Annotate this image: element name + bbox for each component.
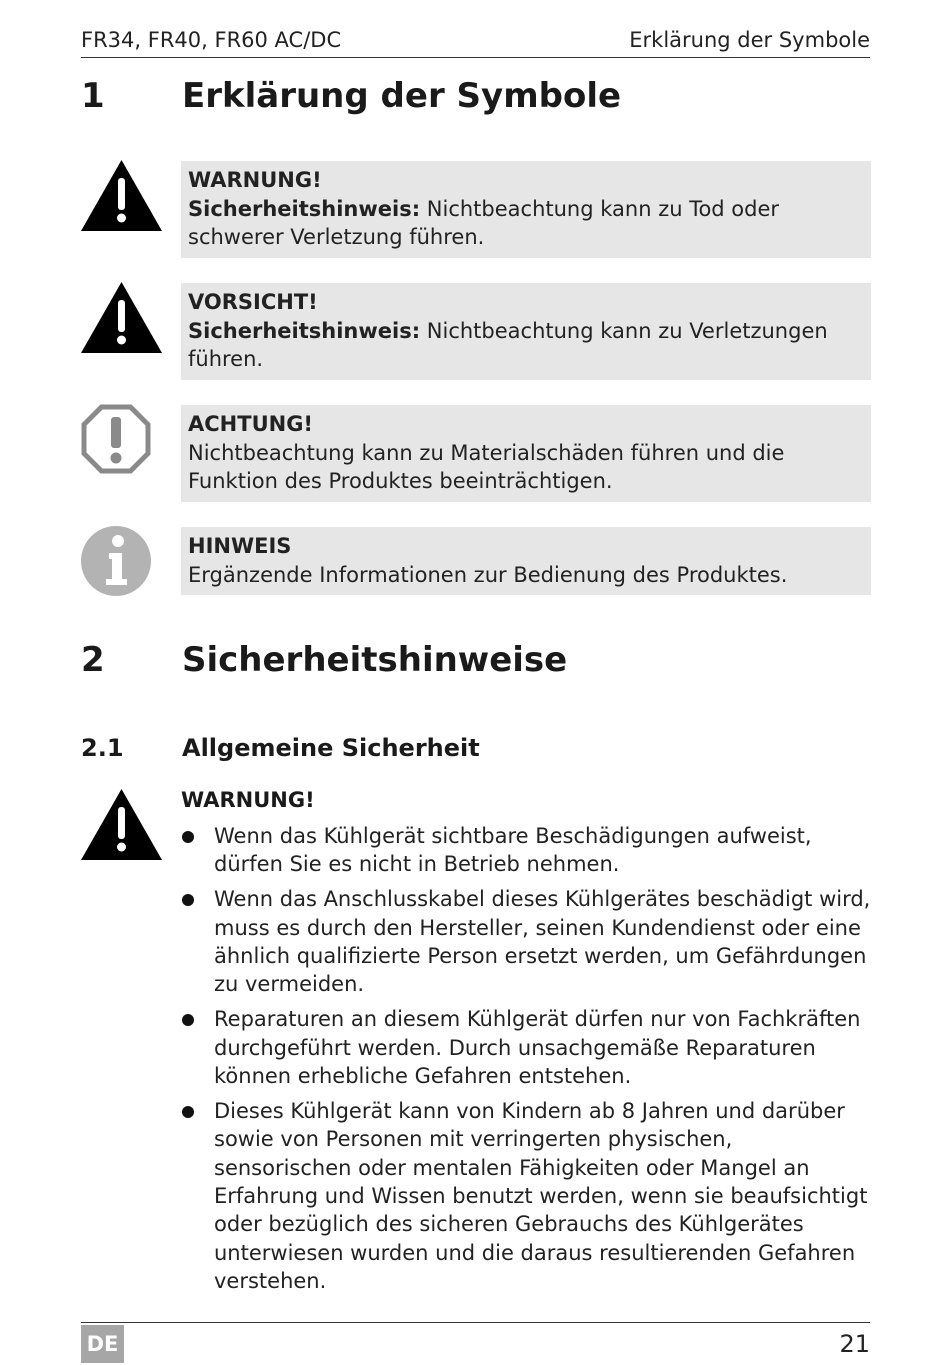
notice-octagon-icon [81, 404, 151, 474]
subsection-number: 2.1 [81, 734, 124, 762]
warning-triangle-icon [81, 789, 162, 860]
symbol-text: Nichtbeachtung kann zu Materialschäden führen und die Funktion des Produktes beeinträchtigen. [188, 440, 785, 493]
info-circle-icon [81, 526, 151, 596]
list-item [181, 1097, 871, 1295]
bullet-icon [182, 831, 194, 843]
symbol-title: HINWEIS [188, 534, 292, 558]
warning-triangle-icon [81, 160, 162, 231]
list-item [181, 885, 871, 998]
safety-list [181, 822, 871, 1302]
bullet-icon [182, 1106, 194, 1118]
header-section-title: Erklärung der Symbole [629, 28, 870, 52]
symbol-text: Nichtbeachtung kann zu Tod oder schwerer Verletzung führen. [188, 196, 780, 249]
bullet-icon [182, 894, 194, 906]
symbol-box-caution [181, 283, 871, 380]
symbol-box-notice [181, 405, 871, 502]
footer-divider [81, 1322, 870, 1323]
warning-label: WARNUNG! [181, 788, 315, 812]
header-divider [81, 57, 870, 58]
language-badge: DE [81, 1325, 124, 1363]
section-number: 2 [81, 640, 105, 680]
symbol-text: Ergänzende Informationen zur Bedienung des Produktes. [188, 562, 788, 587]
list-item [181, 822, 871, 879]
section-title: Erklärung der Symbole [182, 76, 622, 116]
list-item-text: Reparaturen an diesem Kühlgerät dürfen nur von Fachkräften durchgeführt werden. Durch unsachgemäße Reparaturen können erhebliche Gefahren entstehen. [214, 1007, 861, 1088]
section-number: 1 [81, 76, 105, 116]
list-item-text: Dieses Kühlgerät kann von Kindern ab 8 Jahren und darüber sowie von Personen mit verringerten physischen, sensorischen oder mentalen Fähigkeiten oder Mangel an Erfahrung und Wissen benutzt werden, wenn sie beaufsichtigt oder bezüglich des sicheren Gebrauchs des Kühlgerätes unterwiesen wurden und die daraus resultierenden Gefahren verstehen. [214, 1099, 868, 1293]
list-item-text: Wenn das Kühlgerät sichtbare Beschädigungen aufweist, dürfen Sie es nicht in Betrieb nehmen. [214, 824, 812, 877]
list-item [181, 1005, 871, 1090]
symbol-label: Sicherheitshinweis: [188, 318, 421, 343]
symbol-label: Sicherheitshinweis: [188, 196, 421, 221]
page-number: 21 [839, 1330, 870, 1358]
symbol-box-info [181, 527, 871, 595]
symbol-text: Nichtbeachtung kann zu Verletzungen führen. [188, 318, 828, 371]
symbol-title: VORSICHT! [188, 290, 318, 314]
symbol-box-warning [181, 161, 871, 258]
symbol-title: WARNUNG! [188, 168, 322, 192]
symbol-title: ACHTUNG! [188, 412, 314, 436]
list-item-text: Wenn das Anschlusskabel dieses Kühlgerätes beschädigt wird, muss es durch den Hersteller, seinen Kundendienst oder eine ähnlich qualifizierte Person ersetzt werden, um Gefährdungen zu vermeiden. [214, 887, 871, 997]
bullet-icon [182, 1014, 194, 1026]
subsection-title: Allgemeine Sicherheit [182, 734, 480, 762]
section-title: Sicherheitshinweise [182, 640, 568, 680]
header-product-models: FR34, FR40, FR60 AC/DC [81, 28, 342, 52]
caution-triangle-icon [81, 282, 162, 353]
